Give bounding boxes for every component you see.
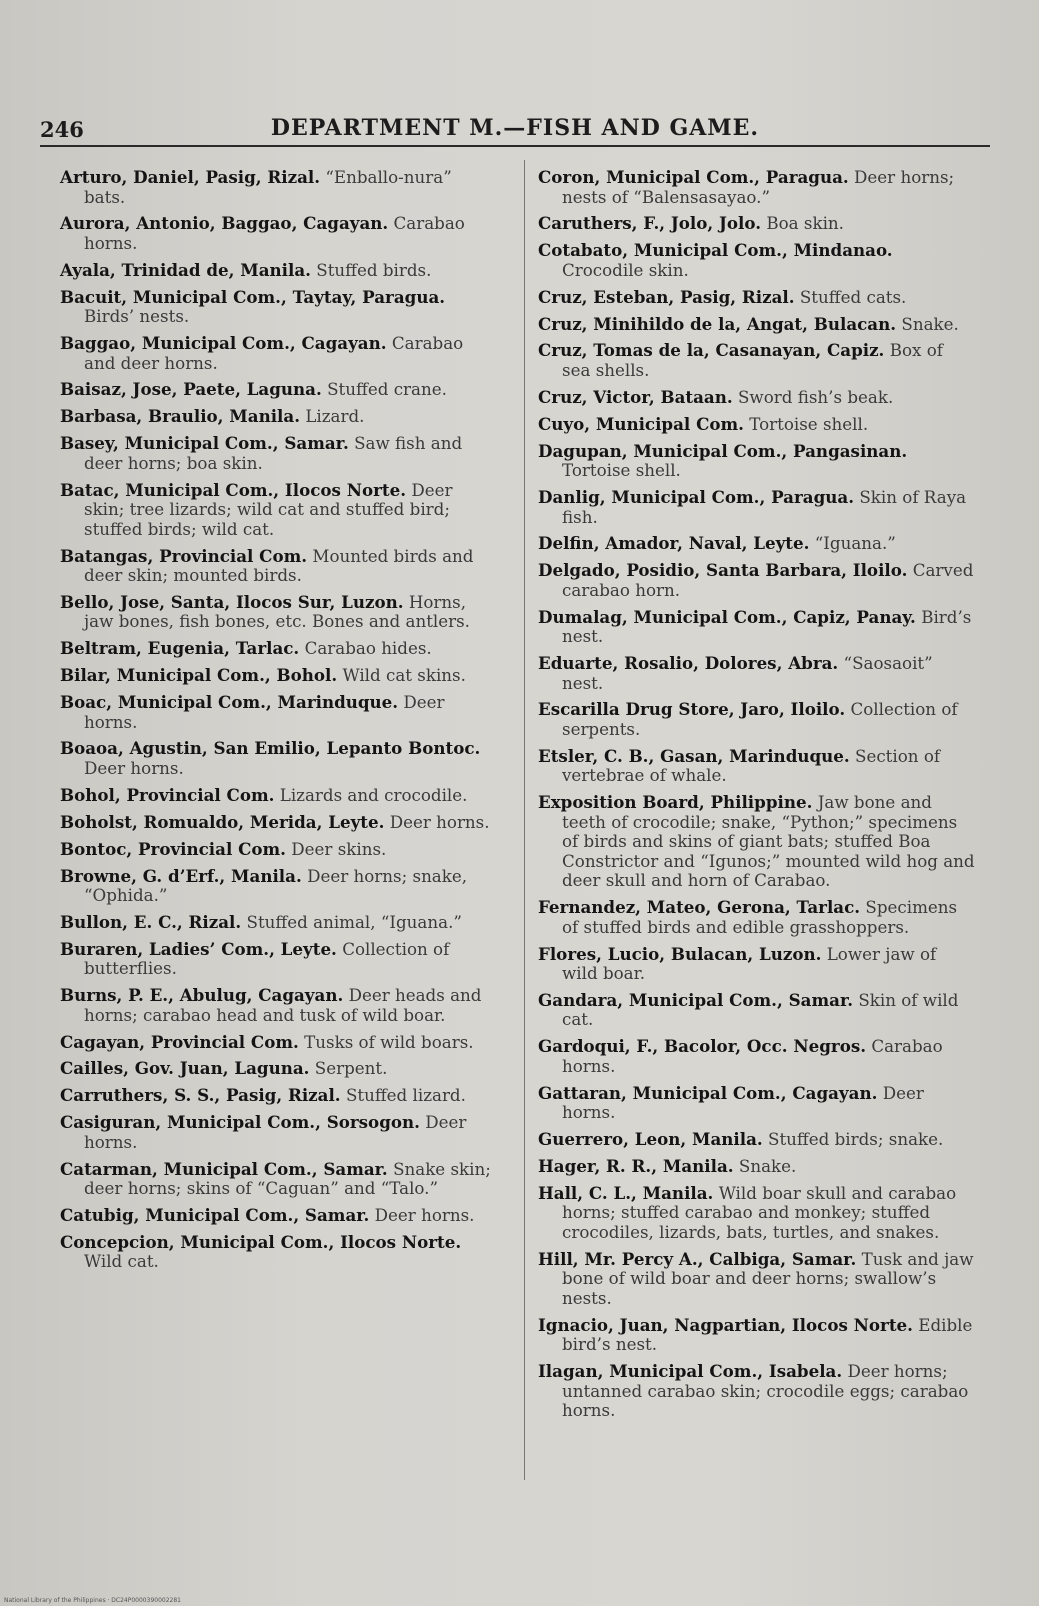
exhibitor-name: Beltram, Eugenia, Tarlac. — [60, 638, 300, 659]
exhibitor-name: Gardoqui, F., Bacolor, Occ. Negros. — [538, 1036, 867, 1057]
catalog-entry — [60, 639, 498, 659]
exhibit-description: Lower jaw of wild boar. — [562, 943, 937, 984]
exhibitor-name: Bilar, Municipal Com., Bohol. — [60, 665, 338, 686]
exhibit-description: Carabao horns. — [84, 213, 465, 253]
exhibitor-name: Hill, Mr. Percy A., Calbiga, Samar. — [538, 1248, 857, 1269]
exhibitor-name: Dagupan, Municipal Com., Pangasinan. — [538, 440, 908, 461]
exhibit-description: Lizards and crocodile. — [279, 784, 468, 805]
exhibit-description: Deer horns. — [84, 1112, 467, 1152]
exhibitor-name: Eduarte, Rosalio, Dolores, Abra. — [538, 653, 839, 674]
page-number: 246 — [40, 117, 84, 142]
catalog-entry — [60, 739, 498, 778]
exhibit-description: Stuffed birds. — [316, 259, 432, 280]
catalog-entry — [538, 534, 976, 554]
exhibitor-name: Exposition Board, Philippine. — [538, 792, 813, 813]
exhibitor-name: Cuyo, Municipal Com. — [538, 413, 744, 434]
exhibit-description: Deer horns; nests of “Balensasayao.” — [562, 167, 955, 207]
catalog-entry — [60, 986, 498, 1025]
exhibitor-name: Cailles, Gov. Juan, Laguna. — [60, 1058, 310, 1079]
catalog-entry — [538, 654, 976, 693]
running-head: DEPARTMENT M.—FISH AND GAME. — [270, 115, 760, 141]
exhibitor-name: Cagayan, Provincial Com. — [60, 1031, 299, 1052]
catalog-entry — [538, 700, 976, 739]
exhibitor-name: Catarman, Municipal Com., Samar. — [60, 1158, 388, 1179]
exhibit-description: Boa skin. — [766, 213, 844, 234]
exhibitor-name: Basey, Municipal Com., Samar. — [60, 433, 349, 454]
exhibitor-name: Buraren, Ladies’ Com., Leyte. — [60, 938, 337, 959]
catalog-entry — [60, 940, 498, 979]
exhibitor-name: Casiguran, Municipal Com., Sorsogon. — [60, 1112, 420, 1133]
exhibit-description: Carved carabao horn. — [562, 560, 974, 600]
exhibitor-name: Delfin, Amador, Naval, Leyte. — [538, 533, 810, 554]
exhibit-description: Snake skin; deer horns; skins of “Caguan” and “Talo.” — [84, 1158, 491, 1199]
exhibit-description: Mounted birds and deer skin; mounted birds. — [84, 545, 474, 586]
left-column — [60, 168, 498, 1279]
catalog-entry — [538, 1362, 976, 1421]
exhibitor-name: Burns, P. E., Abulug, Cagayan. — [60, 985, 344, 1006]
exhibitor-name: Bohol, Provincial Com. — [60, 784, 275, 805]
exhibit-description: Stuffed animal, “Iguana.” — [246, 911, 462, 932]
exhibit-description: Deer heads and horns; carabao head and tusk of wild boar. — [84, 985, 482, 1025]
exhibitor-name: Gandara, Municipal Com., Samar. — [538, 989, 854, 1010]
exhibit-description: Deer horns. — [84, 757, 184, 778]
exhibitor-name: Cruz, Esteban, Pasig, Rizal. — [538, 286, 795, 307]
exhibit-description: Wild cat skins. — [342, 665, 466, 686]
exhibitor-name: Batangas, Provincial Com. — [60, 545, 308, 566]
catalog-entry — [60, 288, 498, 327]
exhibit-description: Section of vertebrae of whale. — [562, 745, 941, 786]
exhibitor-name: Catubig, Municipal Com., Samar. — [60, 1205, 370, 1226]
catalog-entry — [60, 786, 498, 806]
exhibit-description: Birds’ nests. — [84, 306, 190, 327]
exhibit-description: “Saosaoit” nest. — [562, 653, 933, 693]
catalog-entry — [60, 1033, 498, 1053]
exhibit-description: Deer horns; snake, “Ophida.” — [84, 865, 468, 906]
catalog-entry — [538, 1157, 976, 1177]
catalog-entry — [60, 481, 498, 540]
exhibit-description: Serpent. — [314, 1058, 388, 1079]
exhibit-description: Deer skins. — [291, 838, 387, 859]
exhibit-description: Deer horns. — [562, 1082, 924, 1123]
catalog-entry — [538, 1316, 976, 1355]
exhibitor-name: Ilagan, Municipal Com., Isabela. — [538, 1361, 843, 1382]
exhibitor-name: Etsler, C. B., Gasan, Marinduque. — [538, 745, 850, 766]
exhibitor-name: Cruz, Tomas de la, Casanayan, Capiz. — [538, 340, 885, 361]
page-header — [40, 113, 990, 147]
exhibit-description: Specimens of stuffed birds and edible grasshoppers. — [562, 897, 958, 937]
exhibitor-name: Gattaran, Municipal Com., Cagayan. — [538, 1082, 878, 1103]
catalog-entry — [538, 561, 976, 600]
exhibit-description: Saw fish and deer horns; boa skin. — [84, 433, 463, 473]
exhibitor-name: Ayala, Trinidad de, Manila. — [60, 259, 311, 280]
exhibitor-name: Carruthers, S. S., Pasig, Rizal. — [60, 1085, 341, 1106]
right-column — [538, 168, 976, 1428]
exhibitor-name: Cruz, Victor, Bataan. — [538, 386, 733, 407]
catalog-entry — [60, 1233, 498, 1272]
column-divider — [524, 160, 525, 1480]
catalog-entry — [60, 813, 498, 833]
catalog-entry — [538, 341, 976, 380]
exhibit-description: Jaw bone and teeth of crocodile; snake, “Python;” specimens of birds and skins of giant bats; stuffed Boa Constrictor and “Igunos;” mounted wild hog and deer skull and horn of Carabao. — [562, 792, 975, 891]
catalog-entry — [538, 898, 976, 937]
exhibit-description: Bird’s nest. — [562, 606, 972, 647]
exhibit-description: Stuffed lizard. — [345, 1085, 466, 1106]
catalog-entry — [60, 1160, 498, 1199]
exhibit-description: Tortoise shell. — [749, 413, 869, 434]
exhibit-description: Tusk and jaw bone of wild boar and deer horns; swallow’s nests. — [562, 1248, 974, 1308]
catalog-entry — [538, 288, 976, 308]
exhibit-description: Carabao and deer horns. — [84, 333, 464, 373]
exhibitor-name: Hall, C. L., Manila. — [538, 1182, 714, 1203]
catalog-entry — [538, 1084, 976, 1123]
exhibitor-name: Guerrero, Leon, Manila. — [538, 1129, 763, 1150]
scan-credit: National Library of the Philippines · DC24P0000390002281 — [4, 1597, 181, 1604]
catalog-entry — [538, 608, 976, 647]
exhibitor-name: Hager, R. R., Manila. — [538, 1155, 734, 1176]
exhibitor-name: Dumalag, Municipal Com., Capiz, Panay. — [538, 606, 916, 627]
catalog-entry — [538, 168, 976, 207]
catalog-entry — [60, 1206, 498, 1226]
catalog-entry — [538, 1037, 976, 1076]
exhibitor-name: Danlig, Municipal Com., Paragua. — [538, 487, 855, 508]
exhibitor-name: Arturo, Daniel, Pasig, Rizal. — [60, 167, 321, 187]
catalog-entry — [60, 913, 498, 933]
exhibitor-name: Caruthers, F., Jolo, Jolo. — [538, 213, 762, 234]
catalog-entry — [538, 1130, 976, 1150]
catalog-entry — [60, 407, 498, 427]
exhibit-description: Carabao horns. — [562, 1036, 943, 1076]
catalog-entry — [60, 593, 498, 632]
exhibit-description: Wild boar skull and carabao horns; stuffed carabao and monkey; stuffed crocodiles, lizards, bats, turtles, and snakes. — [562, 1182, 957, 1242]
catalog-entry — [60, 666, 498, 686]
exhibitor-name: Concepcion, Municipal Com., Ilocos Norte. — [60, 1231, 462, 1252]
exhibitor-name: Boaoa, Agustin, San Emilio, Lepanto Bontoc. — [60, 738, 481, 759]
exhibit-description: Stuffed birds; snake. — [768, 1129, 944, 1150]
exhibit-description: “Iguana.” — [814, 533, 896, 554]
catalog-entry — [60, 693, 498, 732]
exhibitor-name: Bullon, E. C., Rizal. — [60, 911, 242, 932]
exhibit-description: Deer horns. — [374, 1205, 475, 1226]
exhibitor-name: Browne, G. d’Erf., Manila. — [60, 865, 302, 886]
exhibit-description: Horns, jaw bones, fish bones, etc. Bones and antlers. — [84, 591, 470, 632]
catalog-entry — [538, 315, 976, 335]
catalog-entry — [538, 1184, 976, 1243]
exhibit-description: Edible bird’s nest. — [562, 1314, 973, 1355]
exhibitor-name: Bacuit, Municipal Com., Taytay, Paragua. — [60, 286, 446, 307]
exhibit-description: “Enballo-nura” bats. — [84, 167, 452, 207]
exhibit-description: Snake. — [901, 313, 959, 334]
catalog-entry — [60, 1059, 498, 1079]
exhibitor-name: Barbasa, Braulio, Manila. — [60, 406, 301, 427]
exhibitor-name: Delgado, Posidio, Santa Barbara, Iloilo. — [538, 560, 908, 581]
exhibit-description: Stuffed crane. — [327, 379, 447, 400]
catalog-entry — [538, 747, 976, 786]
exhibit-description: Deer horns. — [389, 811, 490, 832]
header-rule — [40, 145, 990, 147]
catalog-entry — [60, 214, 498, 253]
catalog-entry — [60, 867, 498, 906]
exhibit-description: Tusks of wild boars. — [304, 1031, 474, 1052]
catalog-entry — [538, 388, 976, 408]
catalog-entry — [60, 261, 498, 281]
catalog-entry — [538, 415, 976, 435]
exhibit-description: Collection of butterflies. — [84, 938, 450, 979]
catalog-entry — [60, 434, 498, 473]
catalog-entry — [538, 442, 976, 481]
exhibit-description: Lizard. — [305, 406, 365, 427]
exhibit-description: Wild cat. — [84, 1251, 159, 1272]
catalog-entry — [60, 1086, 498, 1106]
exhibitor-name: Escarilla Drug Store, Jaro, Iloilo. — [538, 699, 846, 720]
exhibitor-name: Cruz, Minihildo de la, Angat, Bulacan. — [538, 313, 897, 334]
exhibitor-name: Flores, Lucio, Bulacan, Luzon. — [538, 943, 822, 964]
exhibitor-name: Cotabato, Municipal Com., Mindanao. — [538, 240, 893, 261]
exhibit-description: Collection of serpents. — [562, 699, 958, 739]
exhibit-description: Deer skin; tree lizards; wild cat and stuffed bird; stuffed birds; wild cat. — [84, 479, 453, 539]
catalog-entry — [60, 334, 498, 373]
exhibit-description: Snake. — [738, 1155, 797, 1176]
exhibitor-name: Baisaz, Jose, Paete, Laguna. — [60, 379, 322, 400]
exhibit-description: Deer horns. — [84, 692, 445, 732]
exhibit-description: Tortoise shell. — [562, 460, 681, 481]
exhibit-description: Box of sea shells. — [562, 340, 943, 380]
exhibitor-name: Fernandez, Mateo, Gerona, Tarlac. — [538, 897, 861, 918]
exhibit-description: Sword fish’s beak. — [738, 386, 894, 407]
exhibitor-name: Ignacio, Juan, Nagpartian, Ilocos Norte. — [538, 1314, 913, 1335]
catalog-entry — [60, 168, 498, 207]
catalog-entry — [538, 793, 976, 891]
catalog-entry — [538, 1250, 976, 1309]
exhibitor-name: Aurora, Antonio, Baggao, Cagayan. — [60, 213, 389, 234]
catalog-entry — [538, 945, 976, 984]
exhibitor-name: Bello, Jose, Santa, Ilocos Sur, Luzon. — [60, 591, 404, 612]
exhibit-description: Skin of Raya fish. — [562, 487, 967, 527]
exhibitor-name: Bontoc, Provincial Com. — [60, 838, 286, 859]
exhibit-description: Stuffed cats. — [799, 286, 907, 307]
exhibit-description: Deer horns; untanned carabao skin; crocodile eggs; carabao horns. — [562, 1361, 969, 1421]
catalog-entry — [538, 241, 976, 280]
exhibit-description: Skin of wild cat. — [562, 989, 959, 1030]
exhibit-description: Crocodile skin. — [562, 259, 689, 280]
exhibitor-name: Coron, Municipal Com., Paragua. — [538, 167, 849, 187]
exhibitor-name: Boholst, Romualdo, Merida, Leyte. — [60, 811, 385, 832]
catalog-entry — [60, 1113, 498, 1152]
exhibit-description: Carabao hides. — [304, 638, 432, 659]
catalog-entry — [538, 991, 976, 1030]
catalog-entry — [538, 488, 976, 527]
exhibitor-name: Baggao, Municipal Com., Cagayan. — [60, 333, 387, 354]
catalog-entry — [60, 547, 498, 586]
catalog-entry — [60, 380, 498, 400]
catalog-entry — [538, 214, 976, 234]
exhibitor-name: Boac, Municipal Com., Marinduque. — [60, 692, 399, 713]
exhibitor-name: Batac, Municipal Com., Ilocos Norte. — [60, 479, 407, 500]
catalog-entry — [60, 840, 498, 860]
